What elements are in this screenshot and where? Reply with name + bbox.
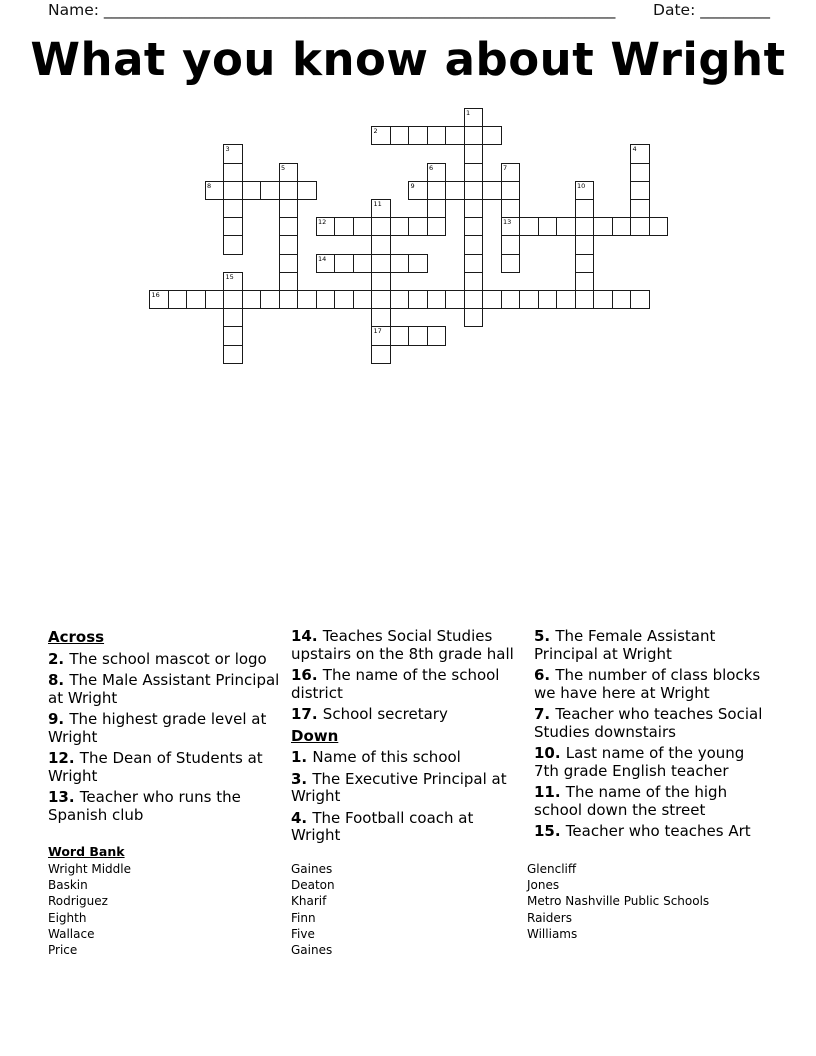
crossword-cell[interactable] [630,181,650,200]
clue-text: Teacher who teaches Social Studies downstairs [534,705,763,741]
crossword-cell[interactable] [316,217,336,236]
cell-clue-number: 17 [373,327,382,336]
crossword-cell[interactable] [408,326,428,345]
clue [291,628,525,663]
crossword-cell[interactable] [464,199,484,218]
word-bank-item: Gaines [291,862,333,876]
clue [48,789,282,824]
clue [534,667,768,702]
crossword-cell[interactable] [464,181,484,200]
clue-text: The name of the school district [291,666,500,702]
cell-clue-number: 3 [225,145,230,154]
crossword-cell[interactable] [408,254,428,273]
clue-number: 6. [534,666,556,684]
word-bank-item: Rodriguez [48,894,108,909]
crossword-cell[interactable] [279,235,299,254]
crossword-cell[interactable] [279,163,299,182]
crossword-cell[interactable] [575,254,595,273]
crossword-cell[interactable] [445,181,465,200]
crossword-cell[interactable] [427,290,447,309]
crossword-cell[interactable] [223,308,243,327]
word-bank-column [48,861,280,958]
crossword-cell[interactable] [205,181,225,200]
word-bank-item: Deaton [291,878,335,893]
crossword-cell[interactable] [612,290,632,309]
crossword-cell[interactable] [390,217,410,236]
clue-number: 9. [48,710,70,728]
crossword-cell[interactable] [538,217,558,236]
clue [48,750,282,785]
crossword-cell[interactable] [501,290,521,309]
clue [534,784,768,819]
crossword-cell[interactable] [593,290,613,309]
cell-clue-number: 13 [503,218,512,227]
crossword-cell[interactable] [464,217,484,236]
crossword-cell[interactable] [334,254,354,273]
crossword-cell[interactable] [371,326,391,345]
crossword-cell[interactable] [630,163,650,182]
crossword-cell[interactable] [223,235,243,254]
crossword-cell[interactable] [279,272,299,291]
crossword-cell[interactable] [464,235,484,254]
word-bank-column [291,861,523,958]
clue [48,651,282,669]
crossword-cell[interactable] [316,290,336,309]
crossword-cell[interactable] [223,199,243,218]
crossword-cell[interactable] [390,326,410,345]
crossword-cell[interactable] [464,308,484,327]
crossword-cell[interactable] [186,290,206,309]
crossword-cell[interactable] [223,163,243,182]
word-bank-item: Metro Nashville Public Schools [527,894,710,909]
crossword-cell[interactable] [279,181,299,200]
clue [534,745,768,780]
cell-clue-number: 9 [410,181,415,190]
word-bank-item: Eighth [48,910,87,925]
crossword-cell[interactable] [390,126,410,145]
word-bank-item: Baskin [48,878,88,893]
clue-text: The name of the high school down the street [534,783,728,819]
crossword-cell[interactable] [575,290,595,309]
crossword-cell[interactable] [575,272,595,291]
clue-number: 4. [291,808,313,827]
crossword-cell[interactable] [630,144,650,163]
cell-clue-number: 16 [151,291,160,299]
puzzle-title: What you know about Wright [30,33,786,86]
clue [48,711,282,746]
crossword-cell[interactable] [427,163,447,182]
crossword-cell[interactable] [464,126,484,145]
cell-clue-number: 6 [429,163,434,172]
crossword-cell[interactable] [501,163,521,182]
clue [291,771,525,806]
crossword-cell[interactable] [242,290,262,309]
clue-section-heading: Down [291,726,339,745]
crossword-cell[interactable] [445,126,465,145]
crossword-cell[interactable] [297,290,317,309]
crossword-cell[interactable] [390,290,410,309]
cell-clue-number: 5 [281,163,286,172]
word-bank-item: Williams [527,926,578,941]
clue-text: Last name of the young 7th grade English teacher [534,744,745,780]
date-blank-line[interactable]: _________ [700,1,770,19]
name-blank-line[interactable]: __________________________________________________________________ [103,1,616,19]
clue-number: 16. [291,666,323,684]
crossword-cell[interactable] [482,181,502,200]
word-bank-item: Glencliff [527,862,577,876]
crossword-cell[interactable] [501,254,521,273]
clue-text: The Female Assistant Principal at Wright [534,627,716,663]
cell-clue-number: 14 [318,254,327,263]
crossword-cell[interactable] [279,290,299,309]
crossword-cell[interactable] [223,181,243,200]
crossword-cell[interactable] [427,199,447,218]
clue-text: Teaches Social Studies upstairs on the 8th grade hall [291,627,514,663]
crossword-cell[interactable] [464,290,484,309]
crossword-cell[interactable] [390,254,410,273]
cell-clue-number: 15 [225,272,234,281]
header [48,1,770,19]
crossword-cell[interactable] [260,181,280,200]
crossword-cell[interactable] [279,217,299,236]
crossword-cell[interactable] [482,126,502,145]
clue-number: 1. [291,748,313,766]
clue-text: The school mascot or logo [69,649,267,668]
clue-column [48,628,282,828]
clue-section-heading: Across [48,628,105,646]
crossword-cell[interactable] [371,235,391,254]
clue-number: 17. [291,705,323,723]
crossword-cell[interactable] [223,326,243,345]
cell-clue-number: 8 [207,181,212,190]
name-field [48,1,615,19]
crossword-cell[interactable] [223,345,243,364]
crossword-cell[interactable] [630,199,650,218]
crossword-cell[interactable] [371,272,391,291]
crossword-cell[interactable] [575,199,595,218]
crossword-cell[interactable] [464,254,484,273]
crossword-cell[interactable] [223,272,243,291]
date-label: Date: [653,1,696,19]
word-bank-item: Five [291,926,315,941]
word-bank-item: Wallace [48,926,95,941]
crossword-cell[interactable] [519,290,539,309]
clue-number: 10. [534,744,566,762]
crossword-cell[interactable] [556,217,576,236]
word-bank-item: Gaines [291,943,333,958]
crossword-cell[interactable] [630,217,650,236]
word-bank-item: Raiders [527,910,572,925]
clue-text: Name of this school [312,748,461,766]
clue-number: 7. [534,705,556,723]
clue-number: 15. [534,822,566,840]
crossword-cell[interactable] [427,181,447,200]
crossword-cell[interactable] [353,290,373,309]
clue-column [534,628,768,845]
crossword-cell[interactable] [501,181,521,200]
crossword-cell[interactable] [556,290,576,309]
word-bank-item: Kharif [291,894,327,909]
clue-number: 8. [48,671,70,689]
crossword-cell[interactable] [408,217,428,236]
crossword-cell[interactable] [334,217,354,236]
crossword-cell[interactable] [260,290,280,309]
crossword-cell[interactable] [575,181,595,200]
clue-text: The Dean of Students at Wright [48,749,263,785]
cell-clue-number: 1 [466,109,471,117]
clue-number: 3. [291,769,313,788]
crossword-cell[interactable] [464,144,484,163]
crossword-cell[interactable] [334,290,354,309]
crossword-cell[interactable] [371,345,391,364]
clue-number: 2. [48,649,70,668]
clue-text: The number of class blocks we have here at Wright [534,666,761,702]
crossword-cell[interactable] [593,217,613,236]
name-label: Name: [48,1,99,19]
crossword-cell[interactable] [168,290,188,309]
clue-text: Teacher who runs the Spanish club [48,788,241,824]
clue [48,672,282,707]
word-bank-item: Price [48,943,78,958]
clue-number: 13. [48,788,80,806]
crossword-cell[interactable] [223,217,243,236]
clue-text: The Male Assistant Principal at Wright [48,671,280,707]
crossword-cell[interactable] [464,163,484,182]
clue [291,810,525,845]
crossword-cell[interactable] [205,290,225,309]
cell-clue-number: 12 [318,218,327,227]
crossword-cell[interactable] [649,217,669,236]
crossword-cell[interactable] [279,254,299,273]
crossword-cell[interactable] [408,290,428,309]
crossword-cell[interactable] [575,235,595,254]
crossword-cell[interactable] [371,126,391,145]
word-bank-item: Finn [291,910,316,925]
crossword-cell[interactable] [371,199,391,218]
crossword-cell[interactable] [242,181,262,200]
date-field [653,1,770,19]
cell-clue-number: 7 [503,163,508,172]
crossword-cell[interactable] [408,126,428,145]
crossword-cell[interactable] [371,254,391,273]
clue-number: 5. [534,627,556,645]
word-bank-item: Jones [527,878,560,893]
clue-text: The Executive Principal at Wright [291,769,507,805]
cell-clue-number: 10 [577,181,586,190]
crossword-cell[interactable] [408,181,428,200]
crossword-cell[interactable] [519,217,539,236]
word-bank [0,844,816,964]
crossword-cell[interactable] [501,235,521,254]
crossword-cell[interactable] [427,326,447,345]
crossword-cell[interactable] [630,290,650,309]
clue [534,823,768,841]
clue-column [291,628,525,849]
crossword-cell[interactable] [297,181,317,200]
clue [291,749,525,767]
clue [291,706,525,724]
clue-text: Teacher who teaches Art [565,822,751,840]
crossword-cell[interactable] [316,254,336,273]
crossword-cell[interactable] [464,108,484,127]
crossword-cell[interactable] [427,126,447,145]
crossword-cell[interactable] [575,217,595,236]
crossword-cell[interactable] [353,217,373,236]
clue [534,706,768,741]
clue-text: School secretary [322,705,448,723]
clue-number: 14. [291,627,323,645]
crossword-cell[interactable] [427,217,447,236]
crossword-cell[interactable] [445,290,465,309]
crossword-cell[interactable] [482,290,502,309]
clue-text: The highest grade level at Wright [48,710,267,746]
clue [534,628,768,663]
crossword-cell[interactable] [612,217,632,236]
crossword-cell[interactable] [501,217,521,236]
cell-clue-number: 4 [632,145,637,154]
crossword-cell[interactable] [353,254,373,273]
word-bank-item: Wright Middle [48,862,131,876]
cell-clue-number: 11 [373,200,382,208]
crossword-cell[interactable] [464,272,484,291]
clue [291,667,525,702]
word-bank-column [527,861,759,942]
clue-number: 11. [534,783,566,801]
crossword-cell[interactable] [501,199,521,218]
crossword-cell[interactable] [223,290,243,309]
crossword-cell[interactable] [223,144,243,163]
crossword-cell[interactable] [371,290,391,309]
crossword-cell[interactable] [538,290,558,309]
crossword-cell[interactable] [371,308,391,327]
clue-text: The Football coach at Wright [291,808,474,844]
cell-clue-number: 2 [373,127,378,136]
word-bank-heading: Word Bank [48,844,125,859]
clue-number: 12. [48,749,80,767]
crossword-cell[interactable] [149,290,169,309]
crossword-cell[interactable] [279,199,299,218]
crossword-cell[interactable] [371,217,391,236]
